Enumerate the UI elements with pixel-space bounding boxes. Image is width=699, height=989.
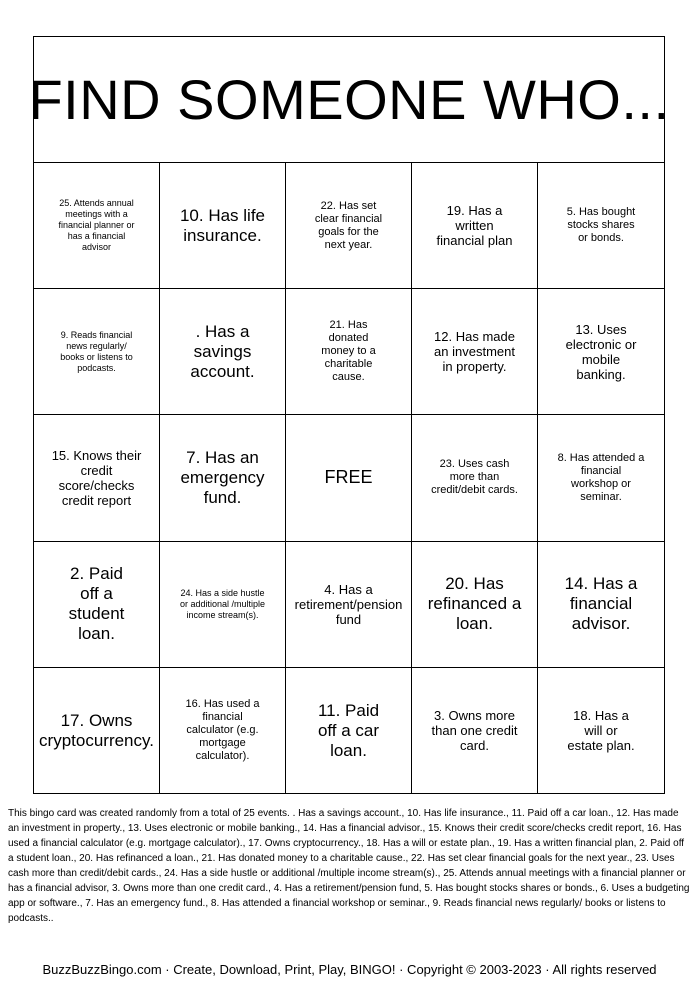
bingo-cell <box>412 542 538 668</box>
bingo-cell <box>286 163 412 289</box>
bingo-cell-text: 10. Has life insurance. <box>179 205 266 245</box>
events-footnote: This bingo card was created randomly from a total of 25 events. . Has a savings account., 10. Has life insurance., 11. Paid off a car loan., 12. Has made an investment in property., 13. Uses electronic or mobile banking., 14. Has a financial advisor., 15. Knows their credit score/checks credit report, 16. Has used a financial calculator (e.g. mortgage calculator)., 17. Owns cryptocurrency., 18. Has a will or estate plan., 19. Has a written financial plan, 2. Paid off a student loan., 20. Has refinanced a loan., 21. Has donated money to a charitable cause., 22. Has set clear financial goals for the next year., 23. Uses cash more than credit/debit cards., 24. Has a side hustle or additional /multiple income stream(s)., 25. Attends annual meetings with a financial planner or has a financial advisor, 3. Owns more than one credit card., 4. Has a retirement/pension fund, 5. Has bought stocks shares or bonds., 6. Uses a budgeting app or software., 7. Has an emergency fund., 8. Has attended a financial workshop or seminar., 9. Reads financial news regularly/ books or listens to podcasts.. <box>8 808 690 924</box>
bingo-cell <box>160 542 286 668</box>
bingo-cell-text: 17. Owns cryptocurrency. <box>39 710 154 750</box>
bingo-cell <box>538 289 664 415</box>
bingo-cell <box>538 668 664 794</box>
bingo-cell-text: 24. Has a side hustle or additional /multiple income stream(s). <box>179 587 266 620</box>
bingo-cell <box>160 163 286 289</box>
bingo-cell-text: 25. Attends annual meetings with a financial planner or has a financial advisor <box>58 198 135 253</box>
bingo-cell <box>412 668 538 794</box>
bingo-grid <box>34 163 664 794</box>
bingo-cell <box>538 163 664 289</box>
bingo-cell <box>34 289 160 415</box>
card-title: FIND SOMEONE WHO... <box>34 37 664 163</box>
free-space-cell <box>286 415 412 541</box>
bingo-cell <box>34 542 160 668</box>
bingo-cell-text: 16. Has used a financial calculator (e.g. mortgage calculator). <box>185 698 260 763</box>
bingo-cell-text: 3. Owns more than one credit card. <box>431 708 518 754</box>
bingo-cell <box>412 415 538 541</box>
bingo-card <box>28 36 670 794</box>
bingo-cell <box>538 542 664 668</box>
bingo-cell-text: 11. Paid off a car loan. <box>317 700 380 760</box>
bingo-cell-text: 7. Has an emergency fund. <box>180 447 265 507</box>
bingo-cell <box>286 289 412 415</box>
bingo-cell <box>160 415 286 541</box>
bingo-cell-text: 19. Has a written financial plan <box>436 203 513 249</box>
bingo-cell-text: 9. Reads financial news regularly/ books or listens to podcasts. <box>60 329 133 373</box>
bingo-cell <box>286 668 412 794</box>
bingo-cell <box>286 542 412 668</box>
bingo-cell <box>34 668 160 794</box>
bingo-cell-text: 21. Has donated money to a charitable cause. <box>321 319 376 384</box>
bingo-cell <box>160 668 286 794</box>
free-space-text: FREE <box>324 467 373 488</box>
bingo-cell <box>538 415 664 541</box>
bingo-cell <box>412 163 538 289</box>
bingo-cell-text: 12. Has made an investment in property. <box>434 329 515 375</box>
bingo-cell <box>34 163 160 289</box>
bingo-cell-text: 2. Paid off a student loan. <box>68 564 125 644</box>
bingo-cell <box>412 289 538 415</box>
bingo-cell-text: 5. Has bought stocks shares or bonds. <box>566 206 636 245</box>
copyright-footer: BuzzBuzzBingo.com · Create, Download, Print, Play, BINGO! · Copyright © 2003-2023 · All rights reserved <box>42 962 657 977</box>
bingo-cell <box>34 415 160 541</box>
bingo-cell-text: . Has a savings account. <box>190 321 255 381</box>
bingo-cell-text: 23. Uses cash more than credit/debit cards. <box>431 458 518 497</box>
bingo-cell-text: 14. Has a financial advisor. <box>564 574 638 634</box>
bingo-cell-text: 22. Has set clear financial goals for the next year. <box>314 199 383 251</box>
bingo-cell-text: 8. Has attended a financial workshop or seminar. <box>557 451 645 503</box>
bingo-cell-text: 20. Has refinanced a loan. <box>427 574 522 634</box>
bingo-cell-text: 18. Has a will or estate plan. <box>567 708 635 754</box>
bingo-cell-text: 15. Knows their credit score/checks credit report <box>51 447 142 508</box>
bingo-cell-text: 13. Uses electronic or mobile banking. <box>565 321 637 382</box>
bingo-cell <box>160 289 286 415</box>
bingo-cell-text: 4. Has a retirement/pension fund <box>294 581 403 627</box>
